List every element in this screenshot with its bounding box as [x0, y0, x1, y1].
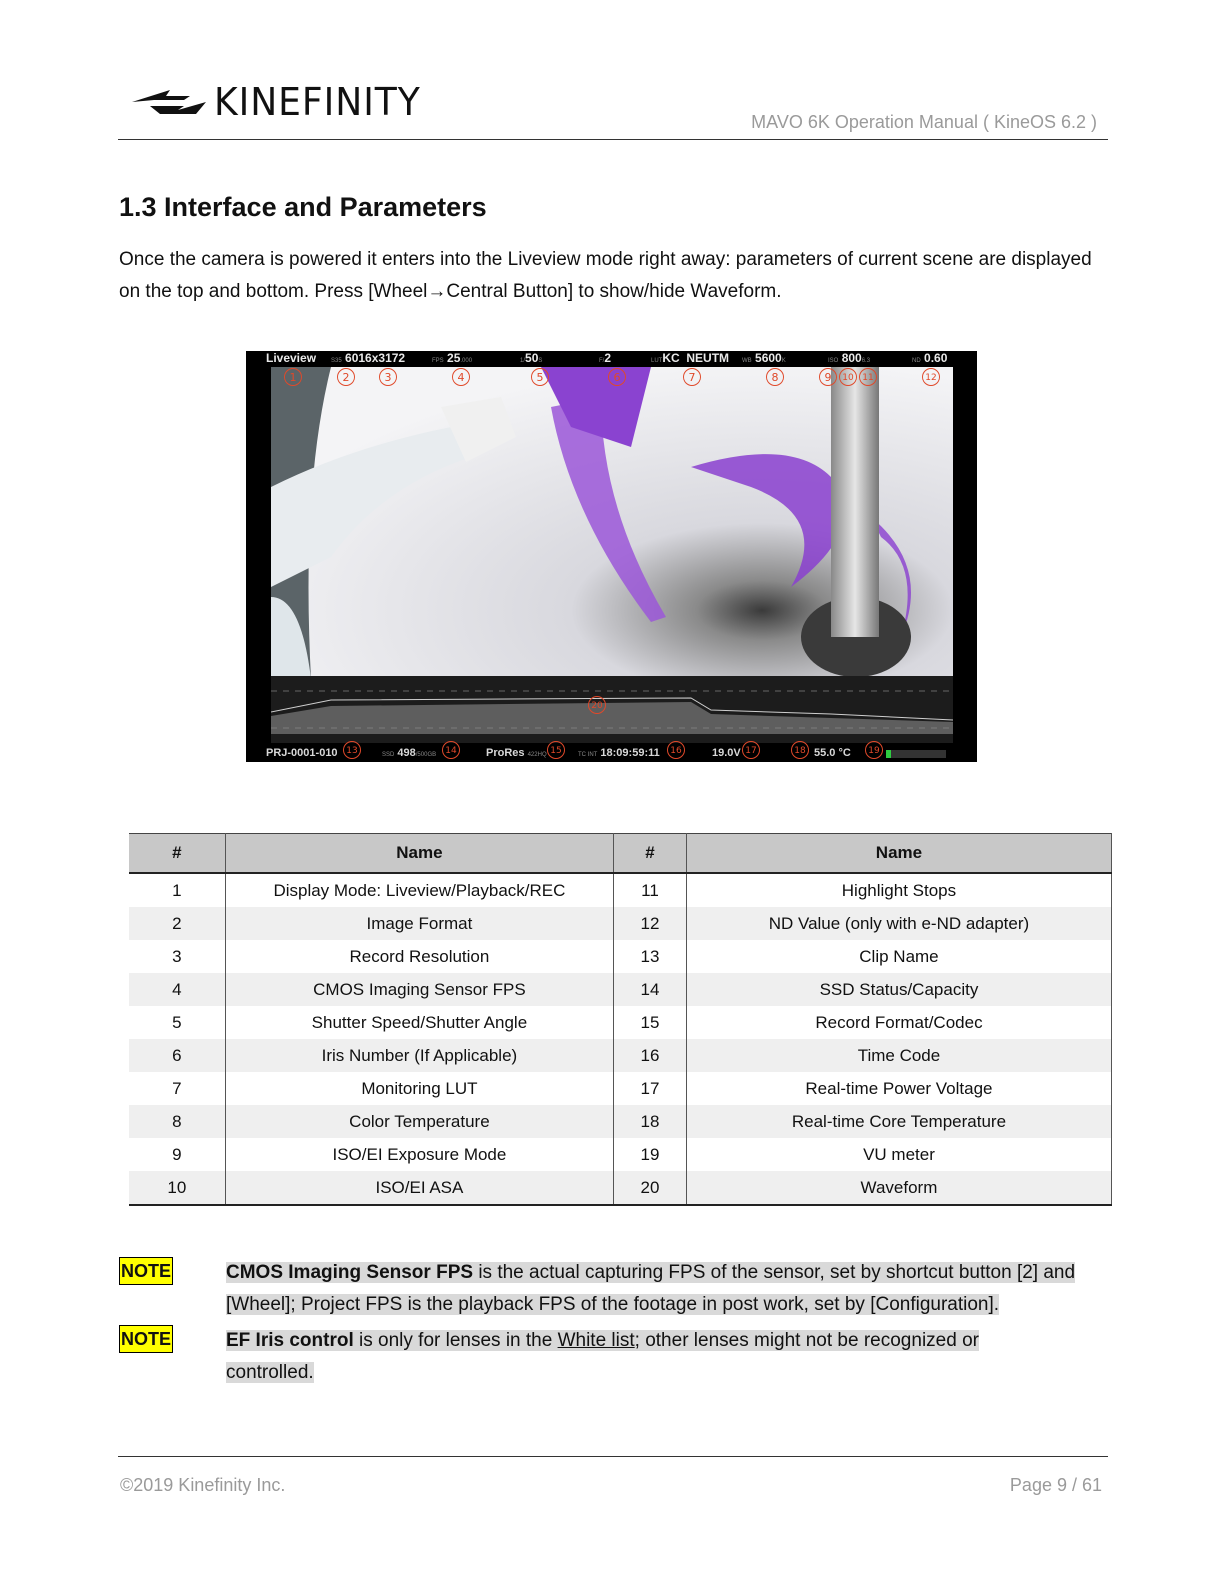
intro-paragraph: Once the camera is powered it enters into the Liveview mode right away: parameters of current scene are displayed on the top and bottom. Press [Wheel→Central Button] to show/hide Waveform. [119, 249, 1092, 302]
table-row [129, 907, 1112, 940]
cell-number: 20 [614, 1171, 687, 1205]
cell-number: 15 [614, 1006, 687, 1039]
cell-name: Waveform [686, 1171, 1111, 1205]
column-header-name-left: Name [225, 834, 613, 874]
parameters-table [129, 833, 1112, 1206]
cell-name: Real-time Core Temperature [686, 1105, 1111, 1138]
timecode-readout: 18:09:59:11 [600, 747, 660, 759]
cell-number: 6 [129, 1039, 225, 1072]
ssd-readout: 498 [397, 747, 416, 759]
cell-number: 14 [614, 973, 687, 1006]
section-title: 1.3 Interface and Parameters [119, 192, 487, 222]
cell-name: Time Code [686, 1039, 1111, 1072]
vu-meter [886, 750, 946, 758]
cell-number: 10 [129, 1171, 225, 1205]
callout-15: 15 [547, 741, 565, 759]
cell-number: 9 [129, 1138, 225, 1171]
cell-name: ISO/EI Exposure Mode [225, 1138, 613, 1171]
cell-name: Shutter Speed/Shutter Angle [225, 1006, 613, 1039]
callout-4: 4 [452, 368, 470, 386]
display-mode-readout: Liveview [266, 351, 317, 365]
callout-14: 14 [442, 741, 460, 759]
table-row [129, 1105, 1112, 1138]
header-divider [118, 139, 1108, 140]
table-row [129, 973, 1112, 1006]
callout-3: 3 [379, 368, 397, 386]
liveview-image [271, 367, 953, 679]
callout-20: 20 [588, 696, 606, 714]
cell-number: 4 [129, 973, 225, 1006]
column-header-name-right: Name [686, 834, 1111, 874]
callout-11: 11 [859, 368, 877, 386]
callout-7: 7 [683, 368, 701, 386]
cell-name: Monitoring LUT [225, 1072, 613, 1105]
shutter-readout: 50 [525, 351, 539, 365]
table-row [129, 1138, 1112, 1171]
callout-12: 12 [922, 368, 940, 386]
iso-readout: 800 [841, 351, 862, 365]
cell-name: Clip Name [686, 940, 1111, 973]
cell-number: 1 [129, 873, 225, 907]
cell-name: Highlight Stops [686, 873, 1111, 907]
cell-name: VU meter [686, 1138, 1111, 1171]
note-text: CMOS Imaging Sensor FPS is the actual capturing FPS of the sensor, set by shortcut button [2] and [Wheel]; Project FPS is the playback FPS of the footage in post work, set by [Configuration]. [226, 1262, 1076, 1315]
callout-9: 9 [819, 368, 837, 386]
page-number: Page 9 / 61 [1009, 1475, 1102, 1495]
cell-name: Image Format [225, 907, 613, 940]
nd-readout: 0.60 [924, 351, 948, 365]
cell-number: 3 [129, 940, 225, 973]
note-badge: NOTE [119, 1257, 173, 1285]
table-row [129, 1006, 1112, 1039]
cell-number: 13 [614, 940, 687, 973]
resolution-readout: 6016x3172 [345, 351, 406, 365]
cell-name: Color Temperature [225, 1105, 613, 1138]
cell-name: Iris Number (If Applicable) [225, 1039, 613, 1072]
iris-readout: 2 [604, 351, 612, 365]
column-header-number-left: # [129, 834, 225, 874]
brand-name: KINEFINITY [214, 80, 421, 124]
cell-number: 8 [129, 1105, 225, 1138]
copyright: ©2019 Kinefinity Inc. [120, 1475, 286, 1495]
table-row [129, 873, 1112, 907]
cell-name: Record Format/Codec [686, 1006, 1111, 1039]
cell-number: 7 [129, 1072, 225, 1105]
callout-8: 8 [766, 368, 784, 386]
cell-number: 12 [614, 907, 687, 940]
cell-number: 11 [614, 873, 687, 907]
table-row [129, 1072, 1112, 1105]
liveview-top-bar: Liveview S35 6016x3172 FPS 25.000 1/50S F/2 LUTKC NEUTM WB 5600K ISO 8006.3 ND 0.60 [266, 351, 948, 365]
brand-logo [130, 82, 432, 122]
white-list-link[interactable]: White list [557, 1330, 635, 1351]
cell-number: 16 [614, 1039, 687, 1072]
voltage-readout: 19.0V [712, 747, 741, 759]
fps-readout: 25 [447, 351, 461, 365]
document-title: MAVO 6K Operation Manual ( KineOS 6.2 ) [751, 112, 1097, 132]
callout-2: 2 [337, 368, 355, 386]
note-badge: NOTE [119, 1325, 173, 1353]
cell-name: Real-time Power Voltage [686, 1072, 1111, 1105]
callout-17: 17 [742, 741, 760, 759]
cell-name: Display Mode: Liveview/Playback/REC [225, 873, 613, 907]
cell-number: 18 [614, 1105, 687, 1138]
lut-readout: KC [662, 351, 680, 365]
cell-name: ISO/EI ASA [225, 1171, 613, 1205]
cell-number: 19 [614, 1138, 687, 1171]
column-header-number-right: # [614, 834, 687, 874]
cell-number: 5 [129, 1006, 225, 1039]
camera-liveview-screenshot [246, 351, 977, 762]
cell-name: ND Value (only with e-ND adapter) [686, 907, 1111, 940]
callout-13: 13 [343, 741, 361, 759]
callout-19: 19 [865, 741, 883, 759]
cell-name: CMOS Imaging Sensor FPS [225, 973, 613, 1006]
cell-name: SSD Status/Capacity [686, 973, 1111, 1006]
wb-readout: 5600 [755, 351, 782, 365]
kinefinity-logo-icon [130, 84, 208, 120]
footer-divider [118, 1456, 1108, 1457]
table-row [129, 1039, 1112, 1072]
temperature-readout: 55.0 °C [814, 747, 851, 759]
callout-6: 6 [608, 368, 626, 386]
callout-10: 10 [839, 368, 857, 386]
cell-number: 2 [129, 907, 225, 940]
codec-readout: ProRes [486, 747, 525, 759]
table-header-row [129, 834, 1112, 874]
callout-5: 5 [531, 368, 549, 386]
callout-18: 18 [791, 741, 809, 759]
cell-number: 17 [614, 1072, 687, 1105]
table-body [129, 873, 1112, 1205]
table-row [129, 1171, 1112, 1205]
callout-16: 16 [667, 741, 685, 759]
cell-name: Record Resolution [225, 940, 613, 973]
table-row [129, 940, 1112, 973]
liveview-bottom-bar: PRJ-0001-010 SSD 498/500GB ProRes 422HQ TC INT 18:09:59:11 19.0V 55.0 °C [246, 745, 977, 762]
clip-name-readout: PRJ-0001-010 [266, 747, 338, 759]
waveform-display [271, 676, 953, 743]
callout-1: 1 [284, 368, 302, 386]
note-text: EF Iris control is only for lenses in the White list; other lenses might not be recognized or controlled. [226, 1330, 979, 1383]
